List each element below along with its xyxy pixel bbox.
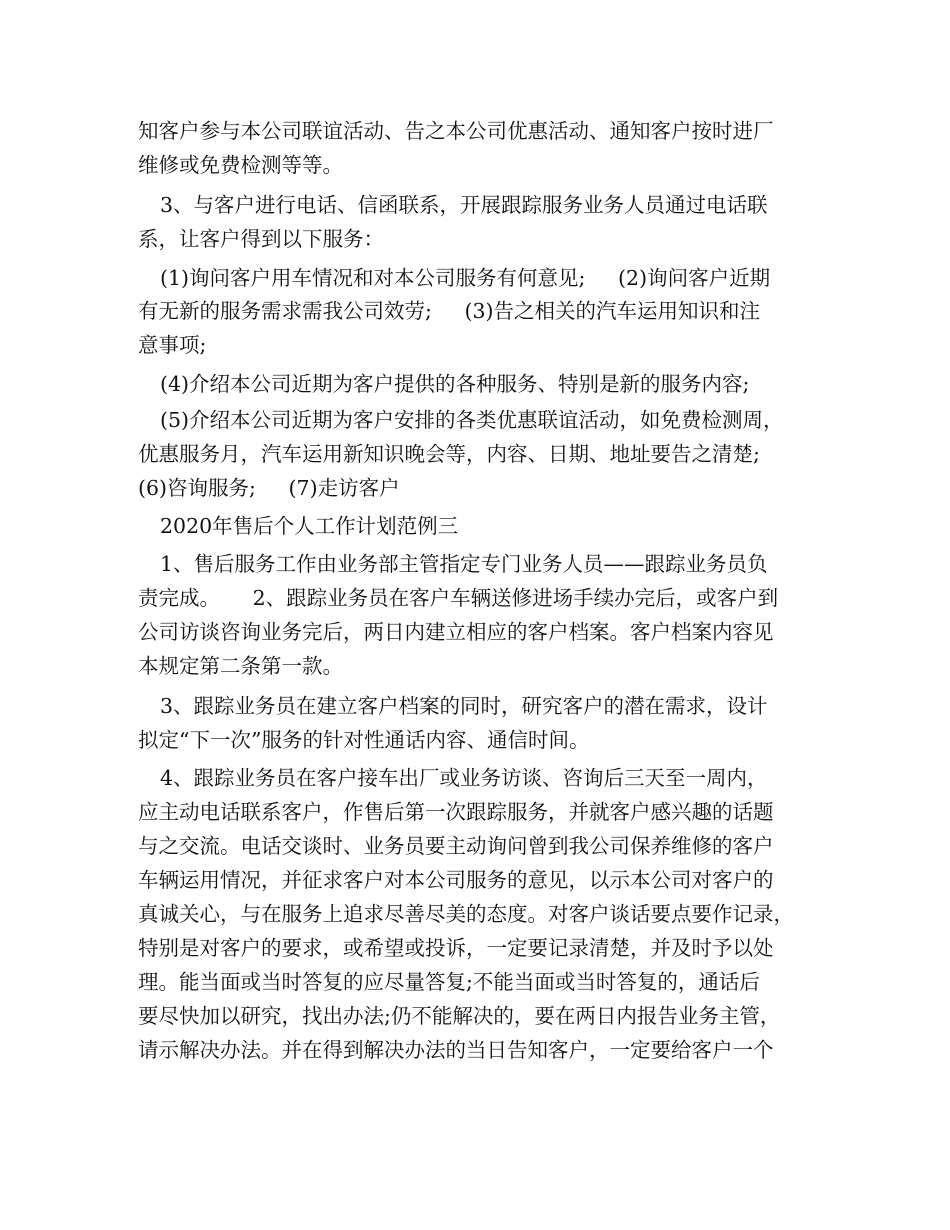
text-line: 4、跟踪业务员在客户接车出厂或业务访谈、咨询后三天至一周内， <box>160 766 768 790</box>
text-line: 系，让客户得到以下服务： <box>138 227 384 251</box>
text-line: 请示解决办法。并在得到解决办法的当日告知客户，一定要给客户一个 <box>138 1038 774 1062</box>
text-line: 拟定“下一次”服务的针对性通话内容、通信时间。 <box>138 728 590 752</box>
text-line: (4)介绍本公司近期为客户提供的各种服务、特别是新的服务内容; <box>160 372 750 396</box>
section-heading: 2020年售后个人工作计划范例三 <box>160 514 459 538</box>
text-line: (5)介绍本公司近期为客户安排的各类优惠联谊活动，如免费检测周， <box>160 408 784 432</box>
text-line: 优惠服务月，汽车运用新知识晚会等，内容、日期、地址要告之清楚; <box>138 442 760 466</box>
text-line: (6)咨询服务; (7)走访客户 <box>138 476 400 500</box>
text-line: 维修或免费检测等等。 <box>138 153 343 177</box>
text-line: 与之交流。电话交谈时、业务员要主动询问曾到我公司保养维修的客户 <box>138 834 774 858</box>
text-line: 责完成。 2、跟踪业务员在客户车辆送修进场手续办完后，或客户到 <box>138 586 779 610</box>
text-line: 3、与客户进行电话、信函联系，开展跟踪服务业务人员通过电话联 <box>160 193 768 217</box>
text-line: 理。能当面或当时答复的应尽量答复;不能当面或当时答复的，通话后 <box>138 970 760 994</box>
text-line: 要尽快加以研究，找出办法;仍不能解决的，要在两日内报告业务主管， <box>138 1004 781 1028</box>
text-line: 3、跟踪业务员在建立客户档案的同时，研究客户的潜在需求，设计 <box>160 694 768 718</box>
text-line: 真诚关心，与在服务上追求尽善尽美的态度。对客户谈话要点要作记录， <box>138 902 794 926</box>
text-line: 知客户参与本公司联谊活动、告之本公司优惠活动、通知客户按时进厂 <box>138 119 774 143</box>
text-line: 特别是对客户的要求，或希望或投诉，一定要记录清楚，并及时予以处 <box>138 936 774 960</box>
text-line: 车辆运用情况，并征求客户对本公司服务的意见，以示本公司对客户的 <box>138 868 774 892</box>
text-line: 公司访谈咨询业务完后，两日内建立相应的客户档案。客户档案内容见 <box>138 620 774 644</box>
text-line: 本规定第二条第一款。 <box>138 654 343 678</box>
text-line: 有无新的服务需求需我公司效劳; (3)告之相关的汽车运用知识和注 <box>138 299 761 323</box>
text-line: 意事项; <box>138 333 207 357</box>
text-line: (1)询问客户用车情况和对本公司服务有何意见; (2)询问客户近期 <box>160 266 771 290</box>
text-line: 1、售后服务工作由业务部主管指定专门业务人员——跟踪业务员负 <box>160 552 768 576</box>
text-line: 应主动电话联系客户，作售后第一次跟踪服务，并就客户感兴趣的话题 <box>138 800 774 824</box>
